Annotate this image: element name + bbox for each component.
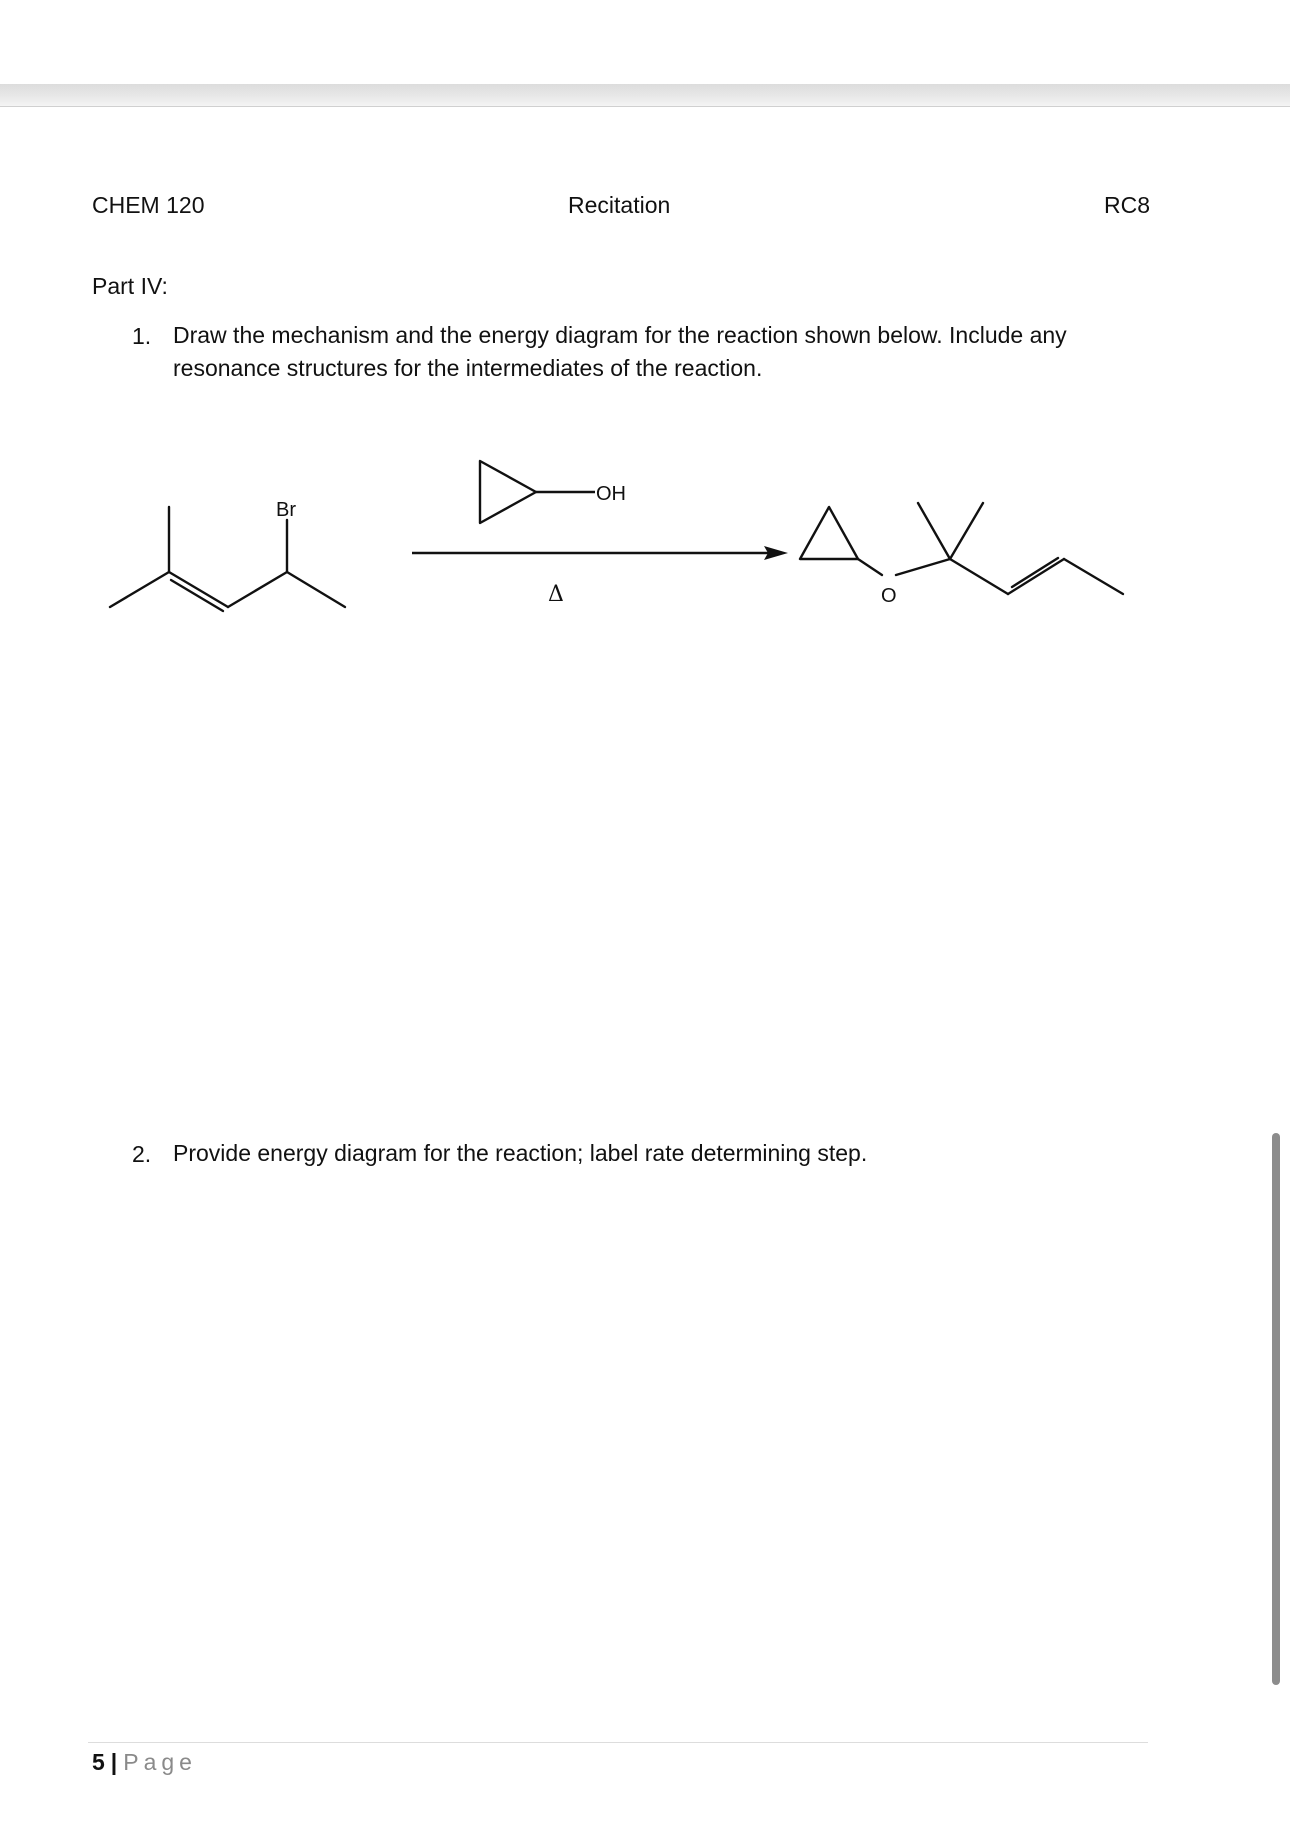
product-oxygen-label: O: [881, 585, 897, 607]
question-2-text: Provide energy diagram for the reaction; label rate determining step.: [173, 1140, 868, 1166]
reagent-hydroxyl-label: OH: [596, 483, 626, 505]
product-structure: [800, 503, 1123, 594]
heat-symbol: Δ: [548, 582, 564, 607]
window-top-strip: [0, 84, 1290, 107]
header-course: CHEM 120: [92, 192, 205, 218]
part-label: Part IV:: [92, 273, 168, 299]
header-title: Recitation: [568, 192, 671, 218]
cyclopropylmethanol-reagent: [480, 461, 595, 523]
reaction-arrow: [412, 546, 788, 560]
vertical-scrollbar[interactable]: [1272, 1133, 1280, 1685]
question-1-text: Draw the mechanism and the energy diagram for the reaction shown below. Include any resonance structures for the intermediates of the reaction.: [173, 322, 1067, 381]
page-word: Page: [123, 1749, 197, 1775]
question-2-number: 2.: [132, 1141, 152, 1167]
page-footer: [92, 1748, 197, 1776]
header-code: RC8: [1104, 192, 1151, 218]
footer-divider: [88, 1742, 1148, 1743]
question-1-number: 1.: [132, 323, 152, 349]
reactant-structure: [110, 507, 345, 611]
page-number: 5: [92, 1749, 105, 1775]
page-separator: |: [110, 1749, 118, 1775]
reaction-scheme: [90, 445, 1140, 620]
reactant-bromine-label: Br: [276, 499, 296, 521]
